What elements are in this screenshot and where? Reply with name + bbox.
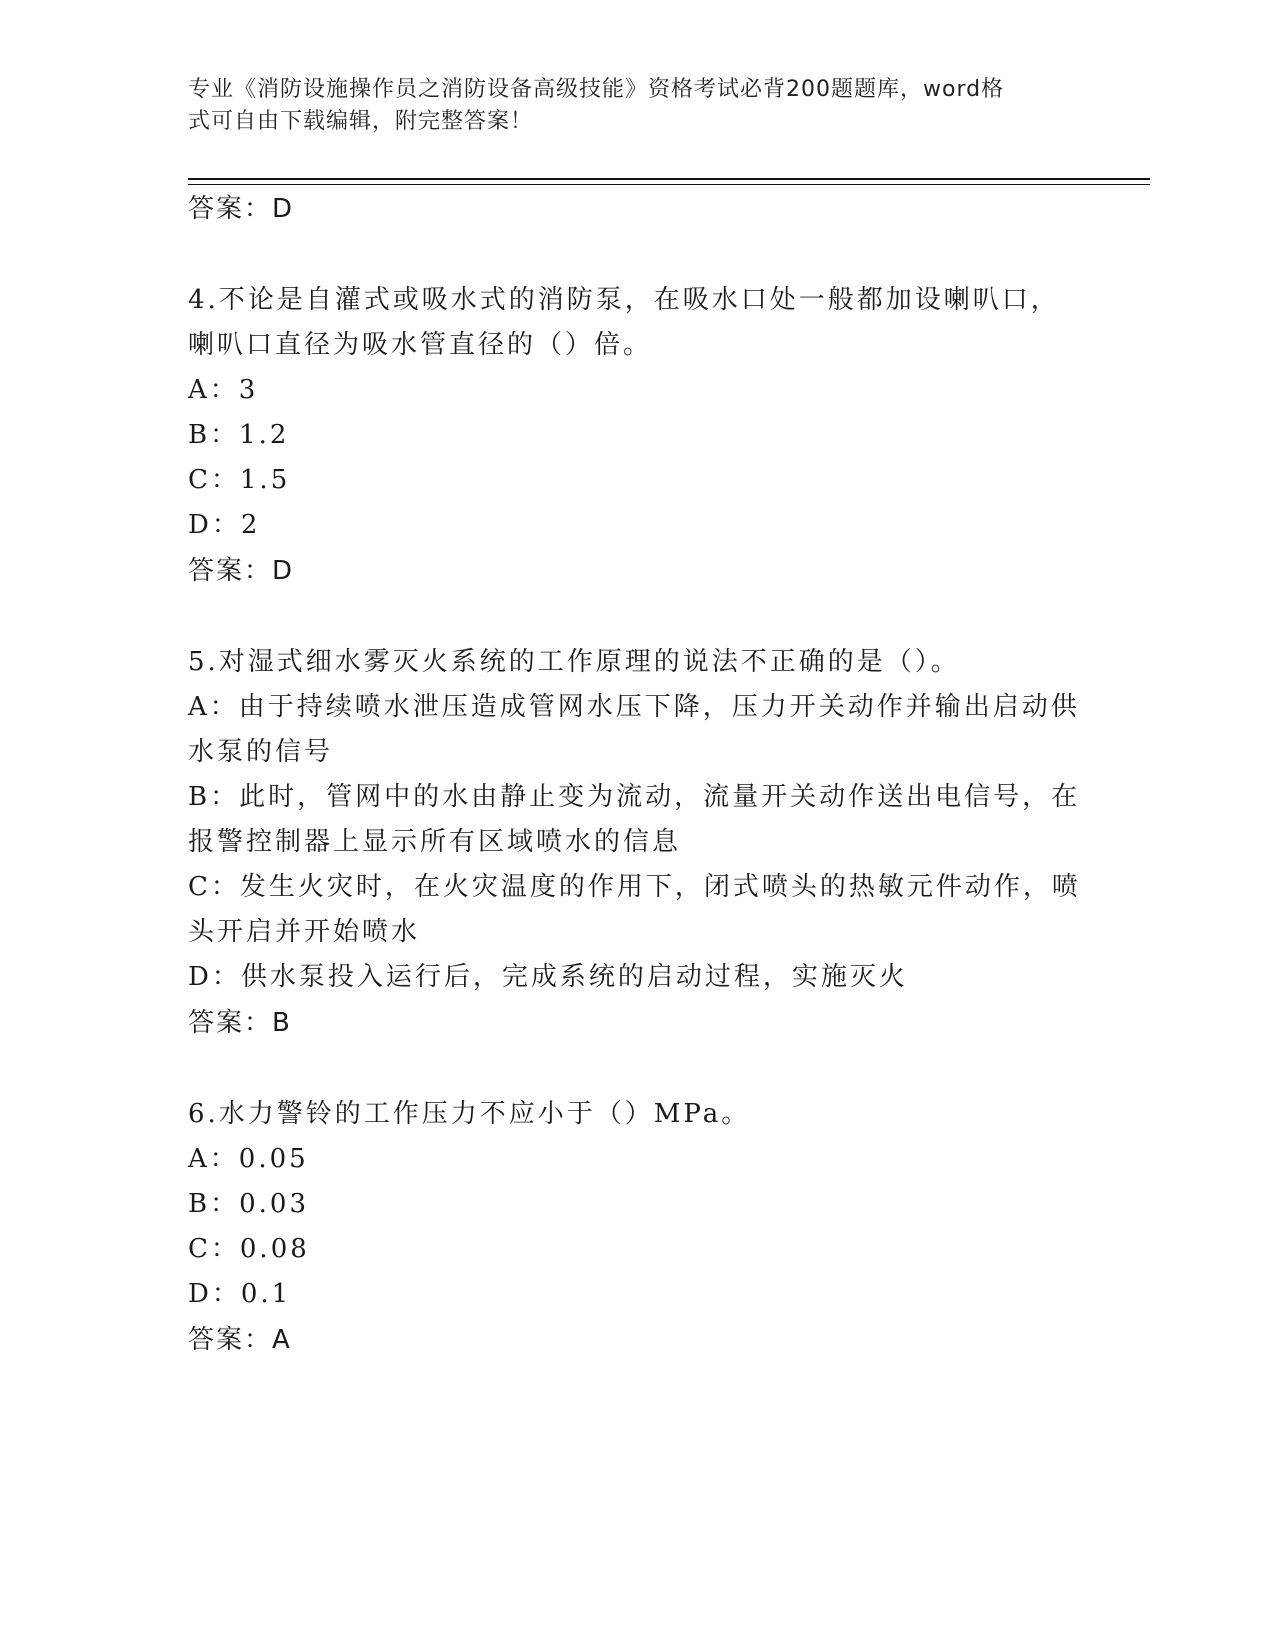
option-d: D：0.1 [188, 1279, 292, 1309]
question-text: 5.对湿式细水雾灭火系统的工作原理的说法不正确的是（）。 [188, 647, 960, 677]
spacer [188, 594, 1088, 640]
spacer [188, 1046, 1088, 1092]
question-text-cont: 喇叭口直径为吸水管直径的（）倍。 [188, 330, 653, 360]
option-d: D：2 [188, 510, 261, 540]
option-a-cont: 水泵的信号 [188, 737, 334, 767]
question-block-6 [188, 1092, 1088, 1363]
question-text: 6.水力警铃的工作压力不应小于（）MPa。 [188, 1099, 751, 1129]
answer: 答案：A [188, 1325, 292, 1355]
spacer [188, 232, 1088, 278]
option-c: C：0.08 [188, 1234, 310, 1264]
answer: 答案：D [188, 556, 295, 586]
option-b: B：0.03 [188, 1189, 309, 1219]
document-header [188, 74, 1068, 138]
previous-answer: 答案：D [188, 194, 295, 224]
question-text: 4.不论是自灌式或吸水式的消防泵，在吸水口处一般都加设喇叭口， [188, 285, 1060, 315]
option-b: B：此时，管网中的水由静止变为流动，流量开关动作送出电信号，在 [188, 782, 1081, 812]
option-b: B：1.2 [188, 420, 290, 450]
header-divider-thin [188, 184, 1150, 185]
option-a: A：由于持续喷水泄压造成管网水压下降，压力开关动作并输出启动供 [188, 692, 1080, 722]
option-a: A：3 [188, 375, 259, 405]
option-a: A：0.05 [188, 1144, 309, 1174]
header-line-1: 专业《消防设施操作员之消防设备高级技能》资格考试必背200题题库，word格 [188, 77, 1005, 102]
option-c: C：发生火灾时，在火灾温度的作用下，闭式喷头的热敏元件动作，喷 [188, 872, 1081, 902]
header-line-2: 式可自由下载编辑，附完整答案！ [188, 109, 534, 134]
header-divider-thick [188, 178, 1150, 180]
option-c-cont: 头开启并开始喷水 [188, 917, 421, 947]
document-body [188, 186, 1088, 1363]
question-block-5 [188, 640, 1088, 1046]
question-block-4 [188, 278, 1088, 594]
answer: 答案：B [188, 1008, 292, 1038]
option-b-cont: 报警控制器上显示所有区域喷水的信息 [188, 827, 682, 857]
option-c: C：1.5 [188, 465, 291, 495]
option-d: D：供水泵投入运行后，完成系统的启动过程，实施灭火 [188, 962, 908, 992]
